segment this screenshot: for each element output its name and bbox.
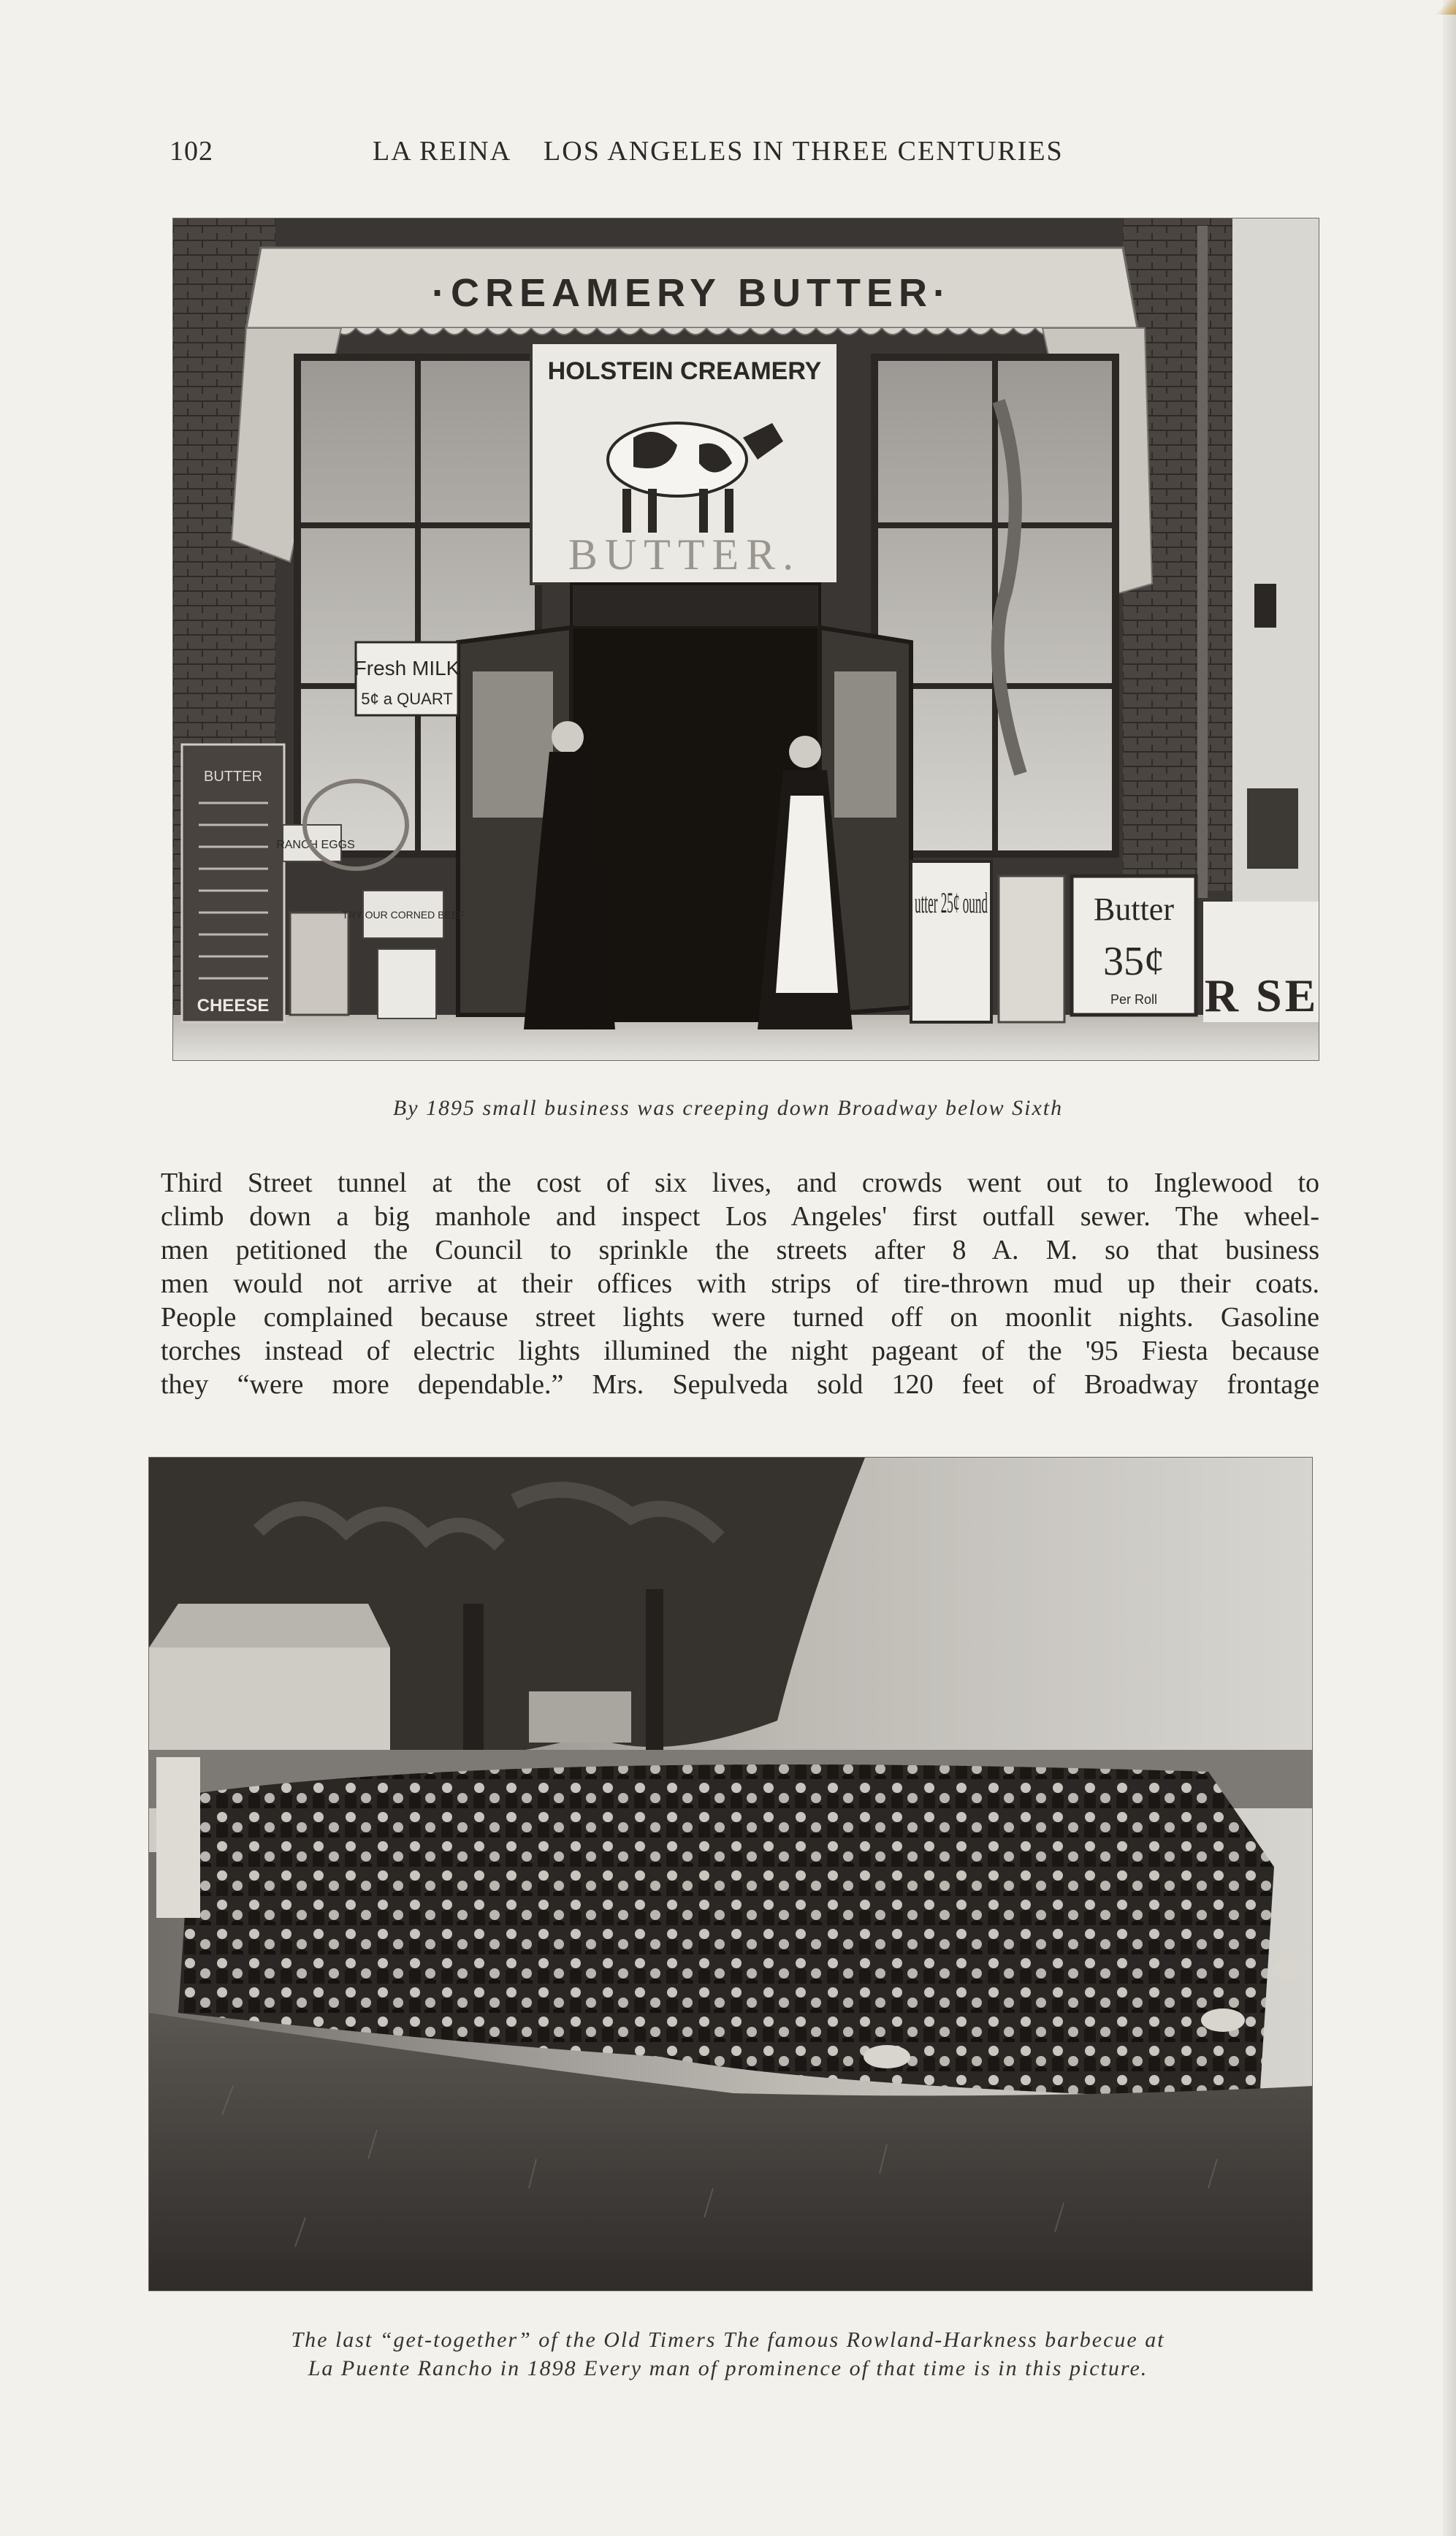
butter-price-unit: Per Roll bbox=[1110, 992, 1158, 1007]
large-letters: R SE bbox=[1204, 970, 1319, 1021]
butter-price-label: Butter bbox=[1094, 891, 1174, 927]
fresh-milk-price: 5¢ a QUART bbox=[361, 690, 453, 708]
body-line: Third Street tunnel at the cost of six lives, and crowds went out to Inglewood to bbox=[161, 1168, 1319, 1198]
barbecue-photo-drawing bbox=[149, 1458, 1312, 2291]
body-line: men petitioned the Council to sprinkle the streets after 8 A. M. so that business bbox=[161, 1235, 1319, 1265]
sign-holstein-text: HOLSTEIN CREAMERY bbox=[547, 357, 822, 385]
barbecue-caption-line-2: La Puente Rancho in 1898 Every man of prominence of that time is in this picture. bbox=[308, 2356, 1148, 2380]
awning-text: ·CREAMERY BUTTER· bbox=[432, 271, 952, 315]
barbecue-group-photo bbox=[148, 1457, 1313, 2291]
page-number: 102 bbox=[169, 136, 213, 167]
running-head bbox=[0, 135, 1456, 175]
body-line: People complained because street lights were turned off on moonlit nights. Gasoline bbox=[161, 1302, 1319, 1333]
body-line: torches instead of electric lights illumined the night pageant of the '95 Fiesta because bbox=[161, 1336, 1319, 1366]
page-edge bbox=[1443, 0, 1456, 2536]
crate-eggs-text: RANCH EGGS bbox=[276, 839, 355, 851]
creamery-caption: By 1895 small business was creeping down Broadway below Sixth bbox=[392, 1096, 1064, 1120]
running-title: LA REINA LOS ANGELES IN THREE CENTURIES bbox=[373, 136, 1064, 167]
barbecue-caption-line-1: The last “get-together” of the Old Timers The famous Rowland-Harkness barbecue at bbox=[291, 2328, 1165, 2352]
price-sign-left: utter 25¢ ound bbox=[915, 886, 988, 919]
body-line: climb down a big manhole and inspect Los Angeles' first outfall sewer. The wheel- bbox=[161, 1201, 1319, 1232]
crate-beef-text: TRY OUR CORNED BEEF bbox=[342, 909, 465, 921]
creamery-storefront-photo bbox=[172, 218, 1319, 1061]
butter-price-value: 35¢ bbox=[1103, 939, 1165, 984]
board-top-text: BUTTER bbox=[204, 769, 262, 785]
board-bottom-text: CHEESE bbox=[197, 996, 270, 1016]
fresh-milk-sign: Fresh MILK bbox=[354, 657, 460, 679]
body-line: men would not arrive at their offices with strips of tire-thrown mud up their coats. bbox=[161, 1268, 1319, 1299]
body-paragraph bbox=[161, 1166, 1319, 1401]
body-line: they “were more dependable.” Mrs. Sepulveda sold 120 feet of Broadway frontage bbox=[161, 1369, 1319, 1400]
sign-butter-text: BUTTER. bbox=[568, 530, 801, 579]
corner-fold bbox=[1434, 0, 1456, 15]
creamery-photo-drawing bbox=[173, 218, 1319, 1060]
